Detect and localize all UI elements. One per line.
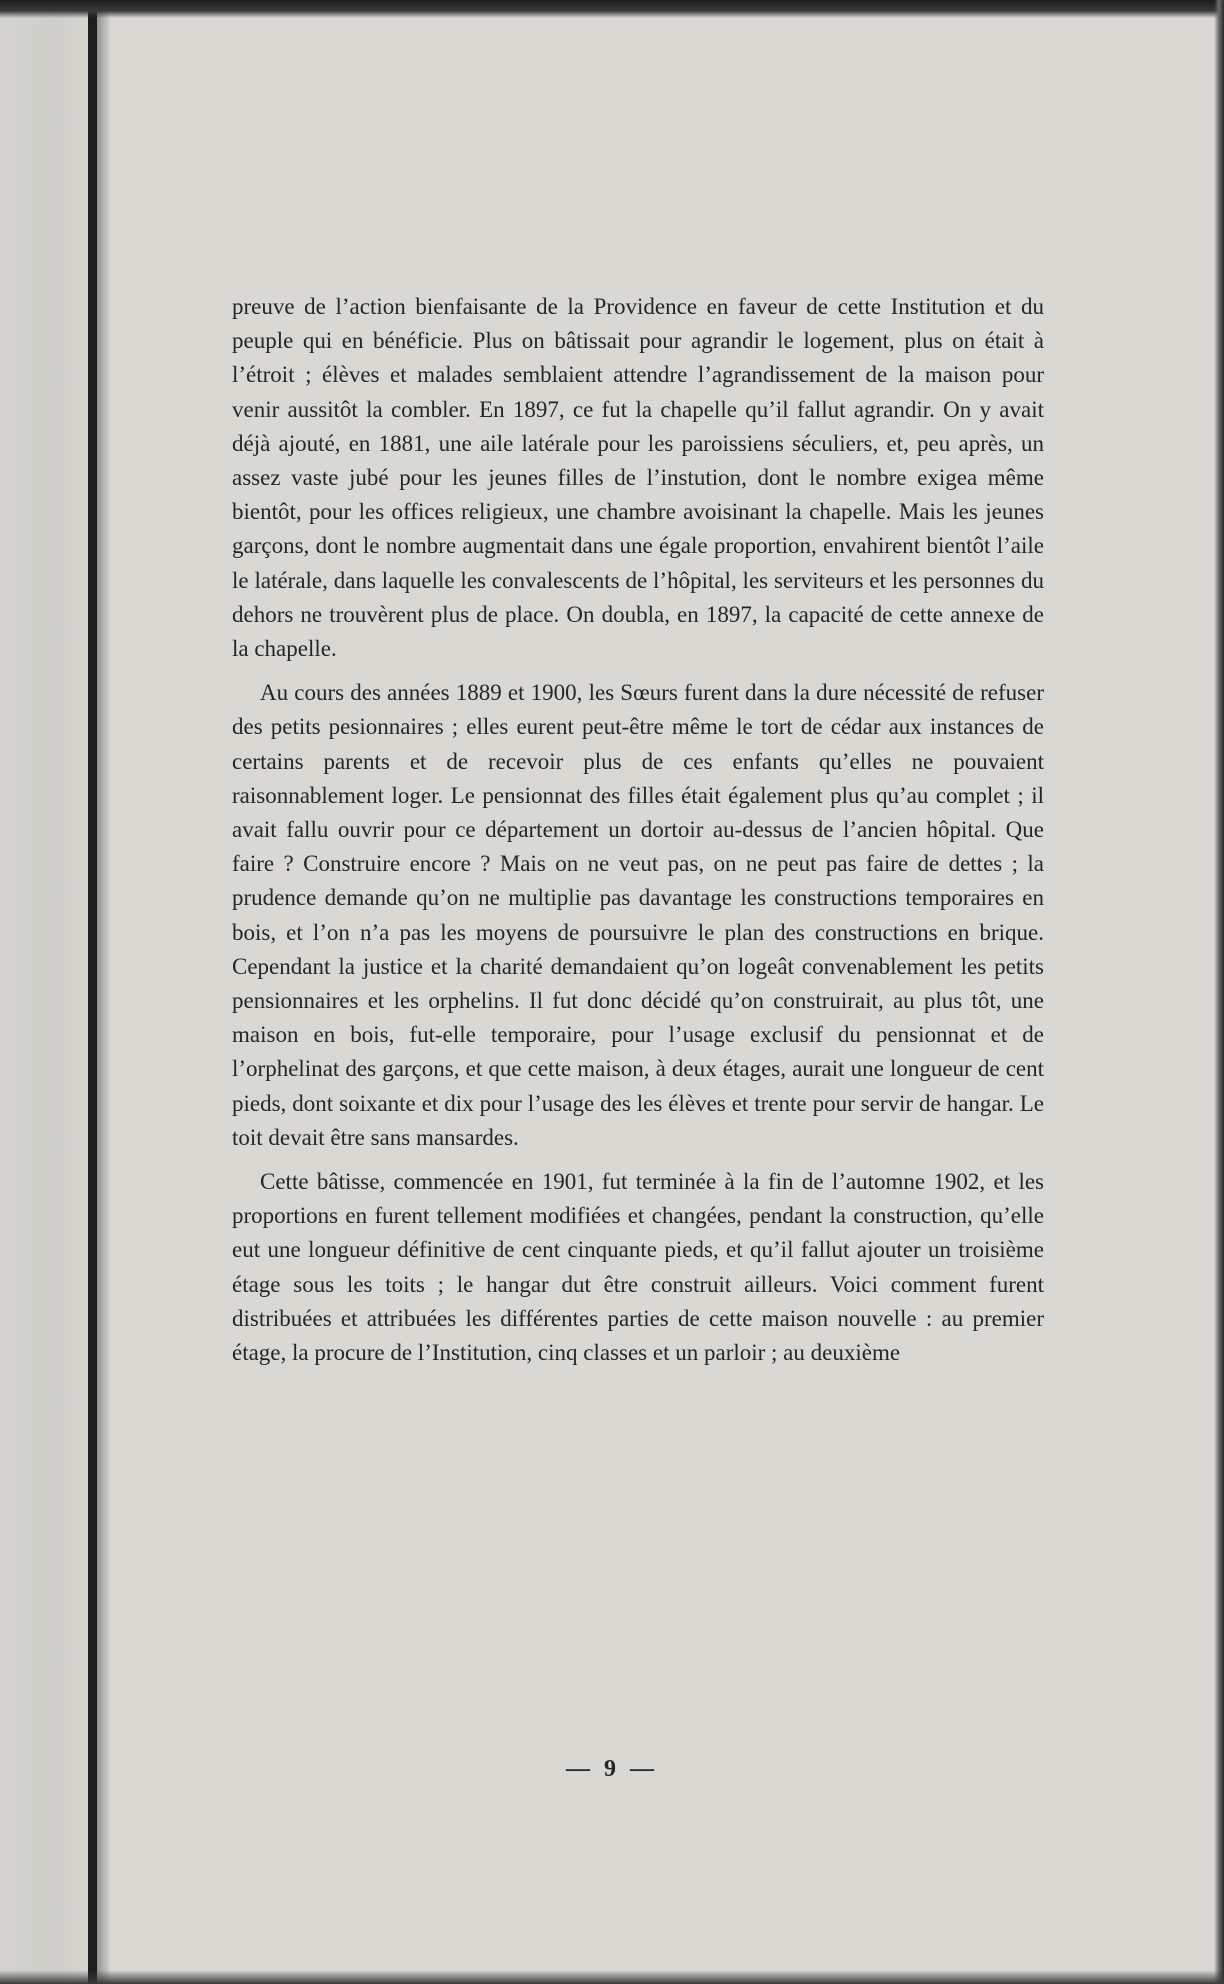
paragraph-2: Au cours des années 1889 et 1900, les Sœurs furent dans la dure nécessité de refuser des petits pesionnaires ; elles eurent peut-être même le tort de cédar aux instances de certains parents et de recevoir plus de ces enfants qu’elles ne pouvaient raisonnablement loger. Le pensionnat des filles était également plus qu’au complet ; il avait fallu ouvrir pour ce département un dortoir au-dessus de l’ancien hôpital. Que faire ? Construire encore ? Mais on ne veut pas, on ne peut pas faire de dettes ; la prudence demande qu’on ne multiplie pas davantage les constructions temporaires en bois, et l’on n’a pas les moyens de poursuivre le plan des constructions en brique. Cependant la justice et la charité demandaient qu’on logeât convenablement les petits pensionnaires et les orphelins. Il fut donc décidé qu’on construirait, au plus tôt, une maison en bois, fut-elle temporaire, pour l’usage exclusif du pensionnat et de l’orphelinat des garçons, et que cette maison, à deux étages, aurait une longueur de cent pieds, dont soixante et dix pour l’usage des les élèves et trente pour servir de hangar. Le toit devait être sans mansardes.	[232, 680, 1044, 1150]
scan-bottom-edge	[0, 1970, 1224, 1984]
paragraph-3: Cette bâtisse, commencée en 1901, fut terminée à la fin de l’automne 1902, et les proportions en furent tellement modifiées et changées, pendant la construction, qu’elle eut une longueur définitive de cent cinquante pieds, et qu’il fallut ajouter un troisième étage sous les toits ; le hangar dut être construit ailleurs. Voici comment furent distribuées et attribuées les différentes parties de cette maison nouvelle : au premier étage, la procure de l’Institution, cinq classes et un parloir ; au deuxième	[232, 1169, 1044, 1366]
binding-spine	[88, 0, 97, 1984]
spine-shadow	[97, 0, 111, 1984]
scan-top-edge	[0, 0, 1224, 18]
page-left-margin	[0, 0, 92, 1984]
page-number: — 9 —	[566, 1756, 658, 1782]
body-text	[232, 290, 1044, 1370]
scan-right-edge	[1214, 0, 1224, 1984]
paragraph-1: preuve de l’action bienfaisante de la Providence en faveur de cette Institution et du peuple qui en bénéficie. Plus on bâtissait pour agrandir le logement, plus on était à l’étroit ; élèves et malades semblaient attendre l’agrandissement de la maison pour venir aussitôt la combler. En 1897, ce fut la chapelle qu’il fallut agrandir. On y avait déjà ajouté, en 1881, une aile latérale pour les paroissiens séculiers, et, peu après, un assez vaste jubé pour les jeunes filles de l’instution, dont le nombre exigea même bientôt, pour les offices religieux, une chambre avoisinant la chapelle. Mais les jeunes garçons, dont le nombre augmentait dans une égale proportion, envahirent bientôt l’aile le latérale, dans laquelle les convalescents de l’hôpital, les serviteurs et les personnes du dehors ne trouvèrent plus de place. On doubla, en 1897, la capacité de cette annexe de la chapelle.	[232, 294, 1044, 662]
